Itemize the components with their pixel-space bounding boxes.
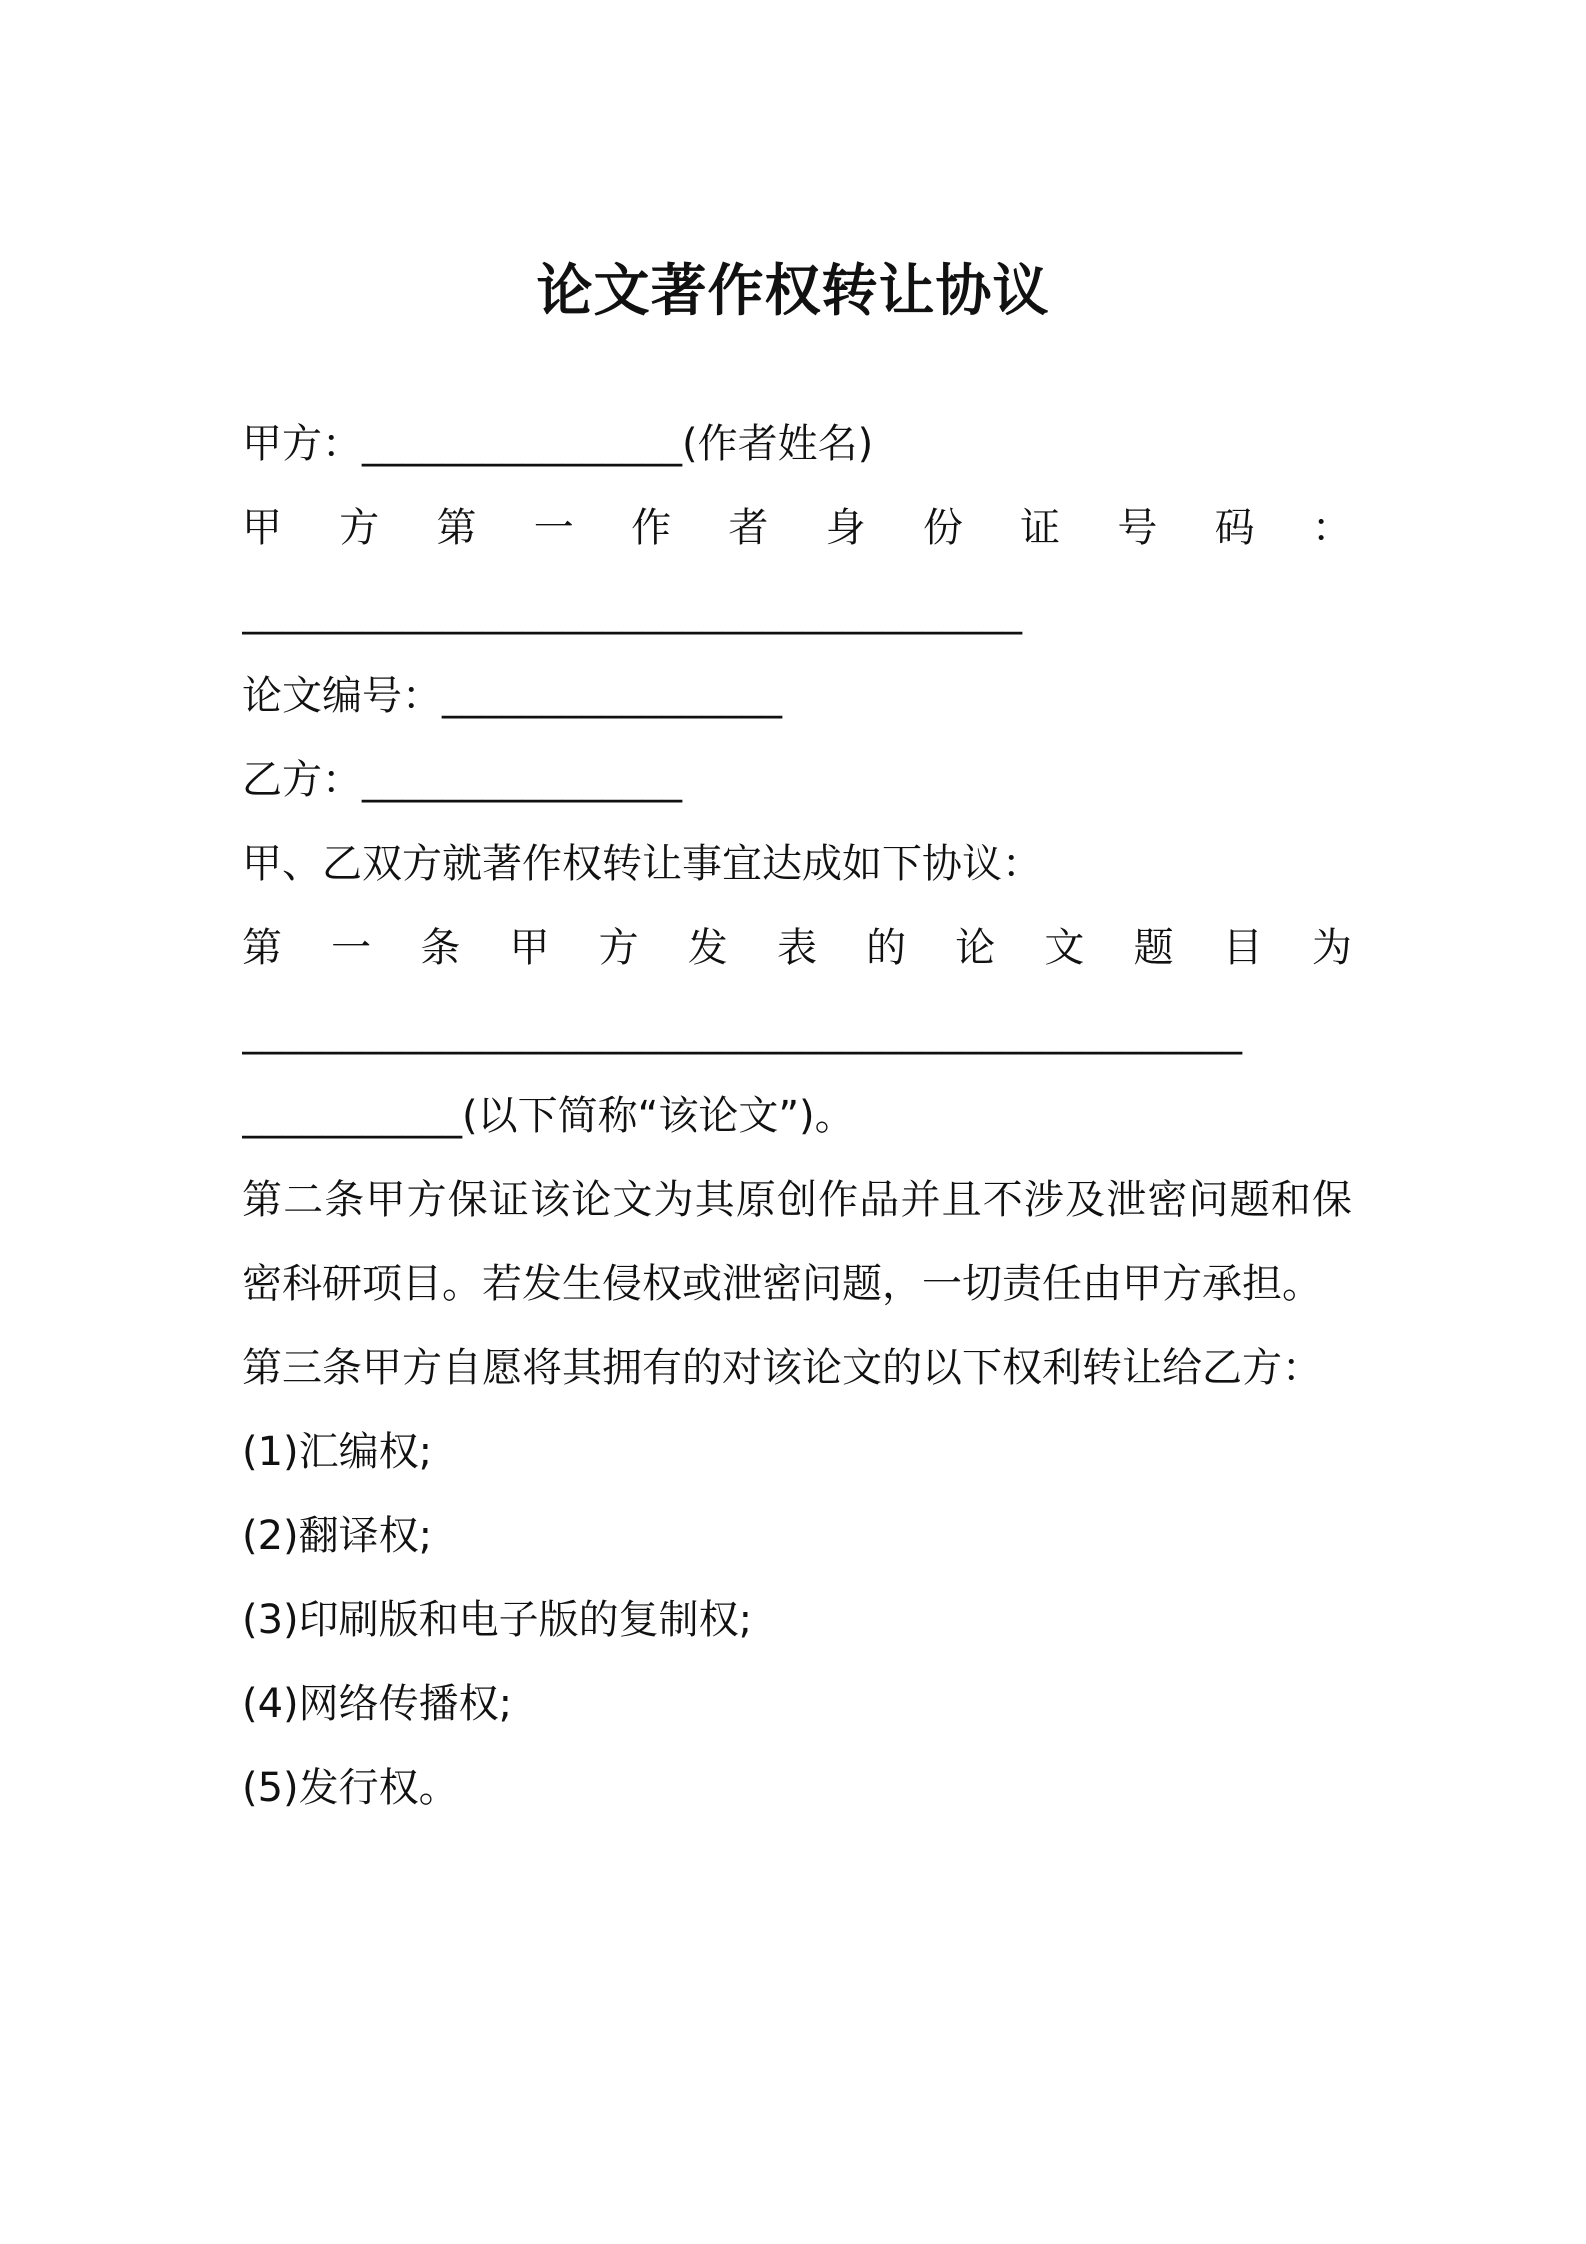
article1-label-char: 目 <box>1222 925 1263 971</box>
party-a-id-label-char: 证 <box>1020 505 1061 551</box>
party-a-id-label-char: 码 <box>1214 505 1255 551</box>
article1-label-char: 文 <box>1044 925 1085 971</box>
party-a-id-label-char: 甲 <box>242 505 282 551</box>
article1-label-char: 的 <box>866 925 907 971</box>
article1-label-char: 表 <box>776 925 817 971</box>
party-a-blank: ________________ <box>362 421 682 467</box>
rights-list <box>242 1410 1352 1830</box>
article1-tail-line <box>242 1074 1352 1158</box>
article1-label-char: 条 <box>420 925 461 971</box>
party-b-blank: ________________ <box>362 757 682 803</box>
party-a-id-label-char: 作 <box>631 505 672 551</box>
article1-blank: __________________________________________________ <box>242 1009 1242 1055</box>
paper-number-label: 论文编号： <box>242 673 442 719</box>
article1-label-char: 为 <box>1311 925 1352 971</box>
party-a-id-label-char: 者 <box>728 505 769 551</box>
party-a-id-label-char: 身 <box>825 505 866 551</box>
article1-label-line <box>242 906 1352 990</box>
article1-blank-line <box>242 990 1352 1074</box>
article1-tail-blank: ___________ <box>242 1093 462 1139</box>
party-a-id-label-char: 号 <box>1117 505 1158 551</box>
rights-item: (3)印刷版和电子版的复制权; <box>242 1597 753 1643</box>
document-title: 论文著作权转让协议 <box>536 259 1050 324</box>
party-a-id-label-char: 一 <box>533 505 574 551</box>
party-a-id-blank-line <box>242 570 1352 654</box>
article1-label-char: 甲 <box>509 925 550 971</box>
article1-label-char: 方 <box>598 925 639 971</box>
party-a-id-blank: _______________________________________ <box>242 589 1022 635</box>
document-body <box>242 402 1352 1830</box>
article1-label-char: 第 <box>242 925 282 971</box>
rights-item: (2)翻译权; <box>242 1513 433 1559</box>
party-a-note: (作者姓名) <box>682 421 874 467</box>
rights-item: (4)网络传播权; <box>242 1681 513 1727</box>
article1-label-char: 论 <box>955 925 996 971</box>
party-a-id-label-char: 第 <box>436 505 477 551</box>
party-a-id-label-char: 份 <box>922 505 963 551</box>
party-a-id-label-char: ： <box>1311 505 1352 551</box>
article1-label-char: 发 <box>687 925 728 971</box>
article1-label-char: 一 <box>331 925 372 971</box>
article3-paragraph: 第三条甲方自愿将其拥有的对该论文的以下权利转让给乙方： <box>242 1345 1322 1391</box>
article1-label-char: 题 <box>1133 925 1174 971</box>
party-a-id-label-line <box>242 486 1352 570</box>
article1-tail-text: (以下简称“该论文”)。 <box>462 1093 855 1139</box>
party-a-line <box>242 402 1352 486</box>
party-b-label: 乙方： <box>242 757 362 803</box>
party-a-label: 甲方： <box>242 421 362 467</box>
paper-number-blank: _________________ <box>442 673 782 719</box>
article2-paragraph: 第二条甲方保证该论文为其原创作品并且不涉及泄密问题和保密科研项目。若发生侵权或泄密问题，一切责任由甲方承担。 <box>242 1177 1352 1307</box>
party-b-line <box>242 738 1352 822</box>
paper-number-line <box>242 654 1352 738</box>
intro-line: 甲、乙双方就著作权转让事宜达成如下协议： <box>242 841 1042 887</box>
party-a-id-label-char: 方 <box>339 505 380 551</box>
rights-item: (5)发行权。 <box>242 1765 459 1811</box>
rights-item: (1)汇编权; <box>242 1429 433 1475</box>
